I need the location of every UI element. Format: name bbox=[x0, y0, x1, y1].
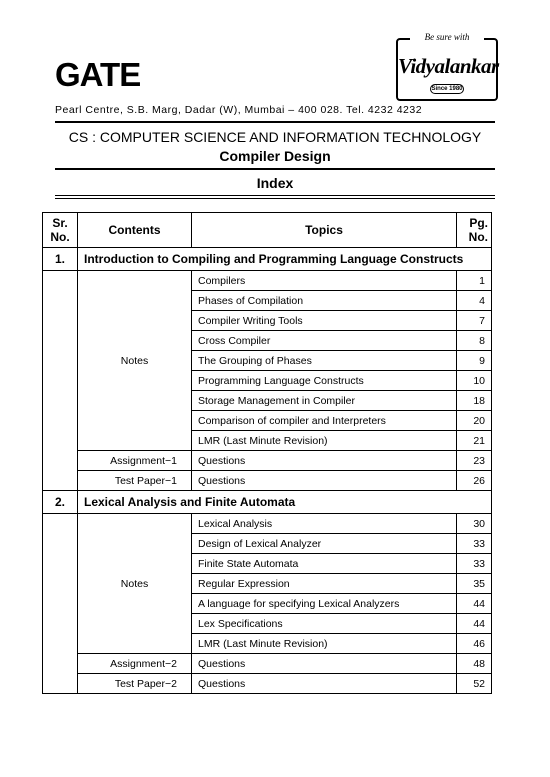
topic-cell: Lex Specifications bbox=[192, 614, 457, 634]
vidyalankar-badge bbox=[396, 32, 499, 101]
page-cell: 33 bbox=[457, 534, 492, 554]
assignment-label: Assignment−2 bbox=[78, 654, 192, 674]
table-row bbox=[43, 514, 492, 534]
notes-label: Notes bbox=[78, 271, 192, 451]
test-label: Test Paper−2 bbox=[78, 674, 192, 694]
page-cell: 21 bbox=[457, 431, 492, 451]
page-cell: 44 bbox=[457, 594, 492, 614]
section-blank-cell bbox=[43, 514, 78, 694]
index-table bbox=[42, 212, 492, 694]
topic-cell: Storage Management in Compiler bbox=[192, 391, 457, 411]
topic-cell: Questions bbox=[192, 654, 457, 674]
page-cell: 10 bbox=[457, 371, 492, 391]
topic-cell: Questions bbox=[192, 451, 457, 471]
section-row bbox=[43, 248, 492, 271]
course-title: Compiler Design bbox=[219, 148, 331, 164]
gate-logo-text: GATE bbox=[55, 56, 141, 93]
topic-cell: LMR (Last Minute Revision) bbox=[192, 634, 457, 654]
notes-label: Notes bbox=[78, 514, 192, 654]
test-label: Test Paper−1 bbox=[78, 471, 192, 491]
topic-cell: LMR (Last Minute Revision) bbox=[192, 431, 457, 451]
section-number: 1. bbox=[43, 248, 78, 271]
table-row bbox=[43, 674, 492, 694]
assignment-label: Assignment−1 bbox=[78, 451, 192, 471]
topic-cell: Compilers bbox=[192, 271, 457, 291]
page-cell: 48 bbox=[457, 654, 492, 674]
index-rule-top bbox=[55, 195, 495, 196]
topic-cell: Phases of Compilation bbox=[192, 291, 457, 311]
page-cell: 44 bbox=[457, 614, 492, 634]
header-rule bbox=[55, 121, 495, 123]
table-header-row bbox=[43, 213, 492, 248]
topic-cell: Regular Expression bbox=[192, 574, 457, 594]
table-row bbox=[43, 471, 492, 491]
section-number: 2. bbox=[43, 491, 78, 514]
topic-cell: Design of Lexical Analyzer bbox=[192, 534, 457, 554]
index-table-body bbox=[43, 213, 492, 694]
header-contents: Contents bbox=[78, 213, 192, 248]
badge-brand: Vidyalankar bbox=[398, 54, 499, 78]
section-row bbox=[43, 491, 492, 514]
page-cell: 23 bbox=[457, 451, 492, 471]
topic-cell: Comparison of compiler and Interpreters bbox=[192, 411, 457, 431]
topic-cell: Programming Language Constructs bbox=[192, 371, 457, 391]
topic-cell: The Grouping of Phases bbox=[192, 351, 457, 371]
table-row bbox=[43, 271, 492, 291]
index-rule-bottom bbox=[55, 198, 495, 199]
topic-cell: Lexical Analysis bbox=[192, 514, 457, 534]
topic-cell: Finite State Automata bbox=[192, 554, 457, 574]
page-cell: 30 bbox=[457, 514, 492, 534]
page-cell: 20 bbox=[457, 411, 492, 431]
section-blank-cell bbox=[43, 271, 78, 491]
topic-cell: Questions bbox=[192, 471, 457, 491]
page-cell: 35 bbox=[457, 574, 492, 594]
page-cell: 7 bbox=[457, 311, 492, 331]
header-sr-no: Sr. No. bbox=[43, 213, 78, 248]
subject-title: CS : COMPUTER SCIENCE AND INFORMATION TECHNOLOGY bbox=[68, 129, 482, 145]
topic-cell: Cross Compiler bbox=[192, 331, 457, 351]
index-heading: Index bbox=[256, 175, 294, 191]
badge-since: Since 1980 bbox=[431, 86, 463, 92]
section-title: Introduction to Compiling and Programming Language Constructs bbox=[78, 248, 492, 271]
page-cell: 4 bbox=[457, 291, 492, 311]
page-cell: 46 bbox=[457, 634, 492, 654]
header-topics: Topics bbox=[192, 213, 457, 248]
table-row bbox=[43, 451, 492, 471]
header-pg-no: Pg. No. bbox=[457, 213, 492, 248]
section-title: Lexical Analysis and Finite Automata bbox=[78, 491, 492, 514]
topic-cell: Compiler Writing Tools bbox=[192, 311, 457, 331]
page-cell: 33 bbox=[457, 554, 492, 574]
page-cell: 9 bbox=[457, 351, 492, 371]
table-row bbox=[43, 654, 492, 674]
page-cell: 18 bbox=[457, 391, 492, 411]
title-rule bbox=[55, 168, 495, 170]
badge-tagline: Be sure with bbox=[410, 32, 484, 42]
topic-cell: A language for specifying Lexical Analyzers bbox=[192, 594, 457, 614]
page-cell: 8 bbox=[457, 331, 492, 351]
gate-logo bbox=[55, 58, 140, 91]
page-cell: 1 bbox=[457, 271, 492, 291]
topic-cell: Questions bbox=[192, 674, 457, 694]
address-line: Pearl Centre, S.B. Marg, Dadar (W), Mumbai – 400 028. Tel. 4232 4232 bbox=[55, 104, 423, 116]
page-cell: 52 bbox=[457, 674, 492, 694]
page-cell: 26 bbox=[457, 471, 492, 491]
